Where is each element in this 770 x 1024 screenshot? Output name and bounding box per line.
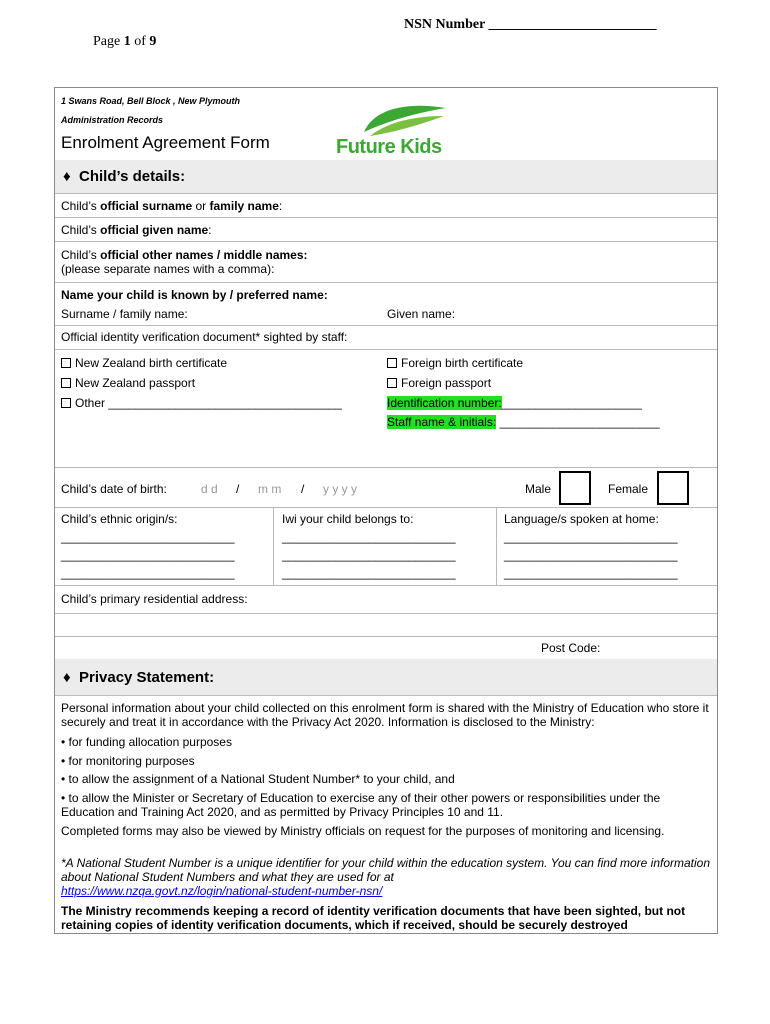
- address-row[interactable]: [55, 585, 717, 614]
- nsn-number-label: NSN Number ________________________: [404, 17, 657, 32]
- checkbox-icon[interactable]: [61, 398, 71, 408]
- privacy-section-header: [55, 659, 717, 696]
- form-title: Enrolment Agreement Form: [61, 133, 270, 152]
- form-header: [55, 88, 717, 161]
- other-names-note: (please separate names with a comma):: [61, 262, 275, 276]
- address-line-row[interactable]: [55, 613, 717, 637]
- ethnic-line-1[interactable]: __________________________: [61, 530, 235, 544]
- page-current: 1: [123, 34, 131, 49]
- page-number: [93, 34, 156, 50]
- checkbox-icon[interactable]: [387, 378, 397, 388]
- other-option[interactable]: Other ___________________________________: [61, 396, 342, 410]
- dob-year-input[interactable]: y y y y: [323, 482, 358, 496]
- enrolment-form: [54, 87, 718, 934]
- known-surname-label: Surname / family name:: [61, 307, 188, 321]
- privacy-paragraph-1: Personal information about your child collected on this enrolment form is shared with the Ministry of Education who store it securely and treat it in accordance with the Privacy Act 2020. Information is disclosed to the Ministry:: [61, 701, 709, 729]
- logo-text: Future Kids: [336, 136, 442, 158]
- female-label: Female: [608, 482, 649, 496]
- surname-label: Child’s official surname or family name:: [61, 199, 283, 213]
- known-by-label: Name your child is known by / preferred name:: [61, 288, 328, 302]
- ethnic-line-2[interactable]: __________________________: [61, 548, 235, 562]
- language-label: Language/s spoken at home:: [504, 512, 659, 526]
- staff-initials-label: Staff name & initials:: [387, 415, 497, 429]
- foreign-birth-certificate-option[interactable]: Foreign birth certificate: [387, 356, 523, 370]
- diamond-icon: ♦: [63, 168, 71, 185]
- leaf-logo-icon: [360, 102, 450, 138]
- childs-details-section-header: [55, 160, 717, 194]
- privacy-nsn-note: [61, 856, 713, 898]
- page-total: 9: [149, 34, 157, 49]
- checkbox-icon[interactable]: [61, 358, 71, 368]
- staff-initials-field[interactable]: Staff name & initials: ________________________: [387, 415, 660, 429]
- privacy-bullet-4: • to allow the Minister or Secretary of Education to exercise any of their other powers or responsibilities under the Education and Training Act 2020, and as permitted by Privacy Principles 10 and 11.: [61, 791, 661, 819]
- id-doc-label: Official identity verification document* sighted by staff:: [61, 330, 348, 344]
- foreign-passport-option[interactable]: Foreign passport: [387, 376, 491, 390]
- iwi-label: Iwi your child belongs to:: [282, 512, 414, 526]
- language-line-2[interactable]: __________________________: [504, 548, 678, 562]
- nz-birth-certificate-option[interactable]: New Zealand birth certificate: [61, 356, 227, 370]
- section-heading: [63, 669, 214, 686]
- org-department: Administration Records: [61, 115, 164, 125]
- childs-details-heading: Child’s details:: [79, 168, 186, 185]
- other-names-label: Child’s official other names / middle names:: [61, 248, 308, 262]
- nsn-link[interactable]: https://www.nzqa.govt.nz/login/national-student-number-nsn/: [61, 884, 383, 898]
- privacy-paragraph-2: Completed forms may also be viewed by Ministry officials on request for the purposes of monitoring and licensing.: [61, 824, 665, 838]
- known-given-label: Given name:: [387, 307, 456, 321]
- org-address: 1 Swans Road, Bell Block , New Plymouth: [61, 96, 241, 106]
- identification-number-field[interactable]: Identification number:_____________________: [387, 396, 642, 410]
- privacy-bullet-2: • for monitoring purposes: [61, 754, 195, 768]
- nsn-note-text: *A National Student Number is a unique identifier for your child within the education system. You can find more information about National Student Numbers and what they are used for at: [61, 856, 711, 884]
- id-verification-block: [55, 325, 717, 468]
- iwi-line-1[interactable]: __________________________: [282, 530, 456, 544]
- dob-month-input[interactable]: m m: [258, 482, 282, 496]
- known-by-row[interactable]: [55, 282, 717, 326]
- privacy-heading: Privacy Statement:: [79, 669, 215, 686]
- checkbox-icon[interactable]: [61, 378, 71, 388]
- given-name-label: Child’s official given name:: [61, 223, 212, 237]
- ethnic-line-3[interactable]: __________________________: [61, 566, 235, 580]
- diamond-icon: ♦: [63, 669, 71, 686]
- iwi-line-2[interactable]: __________________________: [282, 548, 456, 562]
- privacy-recommendation: The Ministry recommends keeping a record of identity verification documents that have been sighted, but not retaining copies of identity verification documents, which if received, should be securely destroyed: [61, 904, 686, 932]
- female-checkbox[interactable]: [657, 471, 689, 505]
- page-label: Page: [93, 34, 121, 49]
- dob-day-input[interactable]: d d: [201, 482, 218, 496]
- dob-slash: /: [236, 482, 240, 496]
- privacy-bullet-3: • to allow the assignment of a National Student Number* to your child, and: [61, 772, 455, 786]
- page-of: of: [134, 34, 146, 49]
- address-label: Child’s primary residential address:: [61, 592, 248, 606]
- ethnicity-row: [55, 507, 717, 586]
- iwi-line-3[interactable]: __________________________: [282, 566, 456, 580]
- checkbox-icon[interactable]: [387, 358, 397, 368]
- dob-row: [55, 467, 717, 508]
- language-line-1[interactable]: __________________________: [504, 530, 678, 544]
- language-line-3[interactable]: __________________________: [504, 566, 678, 580]
- nz-passport-option[interactable]: New Zealand passport: [61, 376, 195, 390]
- dob-label: Child’s date of birth:: [61, 482, 167, 496]
- male-label: Male: [525, 482, 552, 496]
- post-code-row[interactable]: [55, 636, 717, 660]
- surname-row[interactable]: [55, 193, 717, 218]
- privacy-bullet-1: • for funding allocation purposes: [61, 735, 232, 749]
- post-code-label: Post Code:: [541, 641, 601, 655]
- male-checkbox[interactable]: [559, 471, 591, 505]
- dob-slash: /: [301, 482, 305, 496]
- section-heading: [63, 168, 185, 185]
- other-names-row[interactable]: [55, 241, 717, 283]
- ethnic-origin-label: Child’s ethnic origin/s:: [61, 512, 178, 526]
- given-name-row[interactable]: [55, 217, 717, 242]
- identification-number-label: Identification number:: [387, 396, 502, 410]
